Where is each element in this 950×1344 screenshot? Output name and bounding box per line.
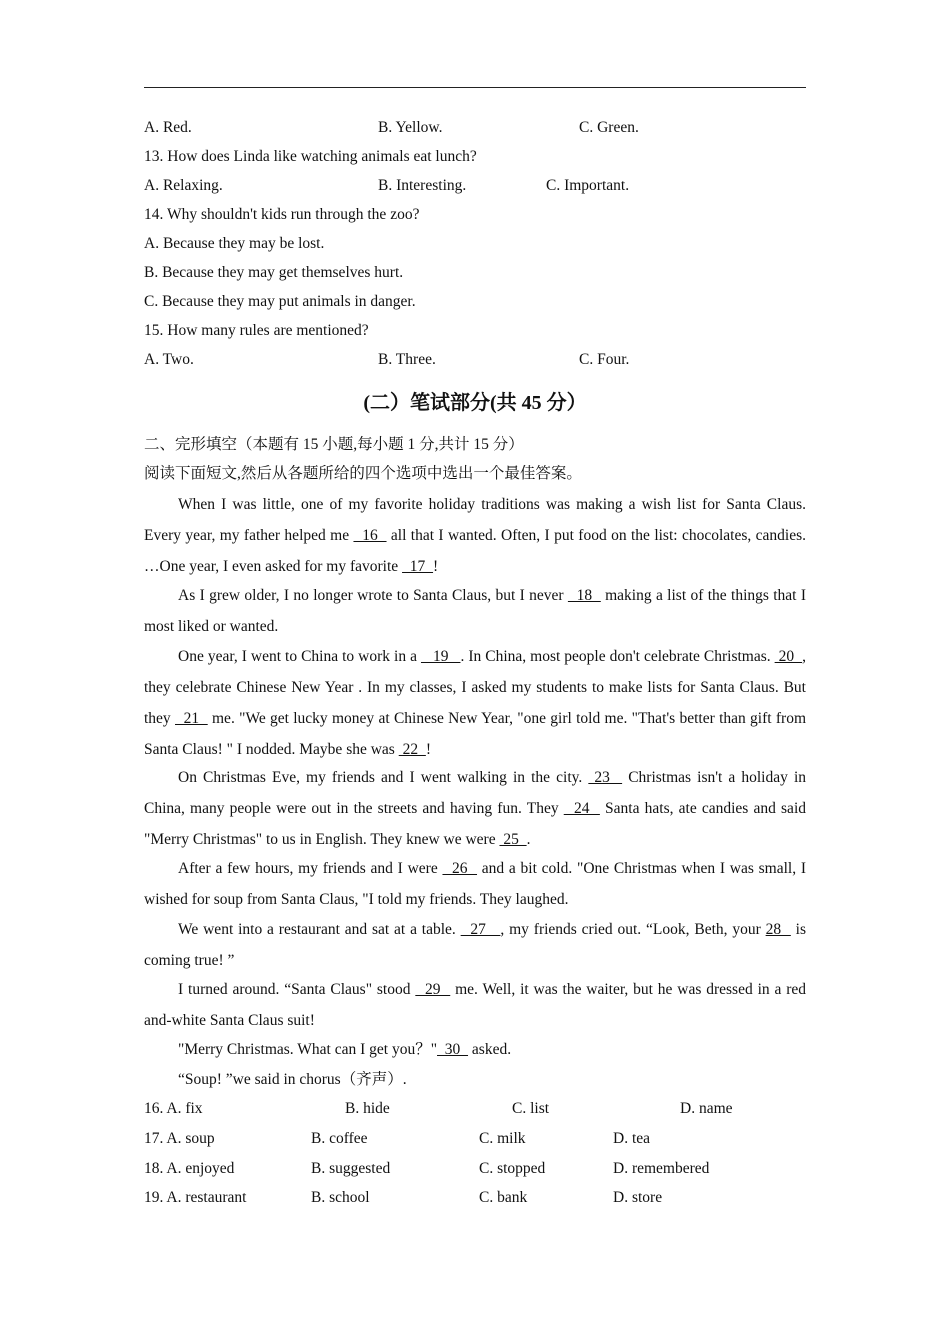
passage-text: "Merry Christmas. What can I get you？" <box>178 1041 438 1058</box>
q19-option-d: D. store <box>613 1189 663 1206</box>
q15-option-a: A. Two. <box>144 351 194 368</box>
q19-option-c: C. bank <box>479 1189 528 1206</box>
passage-text: , they celebrate Chinese New Year . In my classes, I asked my students to make lists for Santa Claus. But they <box>144 648 806 727</box>
q18-option-b: B. suggested <box>311 1160 391 1177</box>
passage-text: After a few hours, my friends and I were <box>178 860 443 877</box>
header-rule <box>144 87 806 88</box>
q13-option-b: B. Interesting. <box>378 177 467 194</box>
q19-option-b: B. school <box>311 1189 370 1206</box>
blank-26: 26 <box>442 860 478 877</box>
passage-text: Santa hats, ate candies and said "Merry Christmas" to us in English. They knew we were <box>144 800 806 848</box>
passage-paragraph-6 <box>144 914 806 976</box>
passage-paragraph-7 <box>144 974 806 1036</box>
blank-19: 19 <box>420 648 461 665</box>
q13-option-c: C. Important. <box>546 177 630 194</box>
blank-16: 16 <box>353 527 387 544</box>
passage-text: I turned around. “Santa Claus" stood <box>178 981 416 998</box>
blank-30: 30 <box>437 1041 469 1058</box>
passage-text: all that I wanted. Often, I put food on the list: chocolates, candies. …One year, I even asked for my favorite <box>144 527 806 575</box>
blank-17: 17 <box>402 558 434 575</box>
passage-text: asked. <box>468 1041 512 1058</box>
q14-question: 14. Why shouldn't kids run through the zoo? <box>144 206 420 223</box>
passage-paragraph-2 <box>144 580 806 642</box>
passage-text: “Soup! ”we said in chorus（齐声）. <box>178 1071 407 1088</box>
passage-text: me. Well, it was the waiter, but he was dressed in a red and-white Santa Claus suit! <box>144 981 807 1029</box>
passage-text: making a list of the things that I most liked or wanted. <box>144 587 806 635</box>
q18-option-a: 18. A. enjoyed <box>144 1160 235 1177</box>
blank-28: 28 <box>765 921 791 938</box>
blank-23: 23 <box>588 769 623 786</box>
q18-option-d: D. remembered <box>613 1160 710 1177</box>
q17-option-b: B. coffee <box>311 1130 368 1147</box>
q19-option-a: 19. A. restaurant <box>144 1189 247 1206</box>
q16-option-c: C. list <box>512 1100 550 1117</box>
passage-text: When I was little, one of my favorite holiday traditions was making a wish list for Santa Claus. Every year, my father helped me <box>144 496 806 544</box>
passage-paragraph-1 <box>144 489 806 582</box>
blank-22: 22 <box>398 741 426 758</box>
q17-option-d: D. tea <box>613 1130 651 1147</box>
passage-paragraph-5 <box>144 853 806 915</box>
passage-paragraph-4 <box>144 762 806 855</box>
passage-text: and a bit cold. "One Christmas when I was small, I wished for soup from Santa Claus, "I told my friends. They laughed. <box>144 860 807 908</box>
passage-text: . In China, most people don't celebrate Christmas. <box>460 648 775 665</box>
blank-29: 29 <box>415 981 451 998</box>
passage-text: ! <box>433 558 439 575</box>
passage-paragraph-3 <box>144 641 806 765</box>
q15-question: 15. How many rules are mentioned? <box>144 322 369 339</box>
q18-option-c: C. stopped <box>479 1160 546 1177</box>
passage-text: is coming true! ” <box>144 921 807 969</box>
passage-text: me. "We get lucky money at Chinese New Year, "one girl told me. "That's better than gift from Santa Claus! " I nodded. Maybe she was <box>144 710 807 758</box>
q16-option-b: B. hide <box>345 1100 390 1117</box>
q14-option-a: A. Because they may be lost. <box>144 235 325 252</box>
q12-option-c: C. Green. <box>579 119 639 136</box>
q17-option-a: 17. A. soup <box>144 1130 215 1147</box>
q16-option-a: 16. A. fix <box>144 1100 203 1117</box>
q14-option-c: C. Because they may put animals in danger. <box>144 293 416 310</box>
cloze-heading: 二、完形填空（本题有 15 小题,每小题 1 分,共计 15 分） <box>144 436 524 453</box>
passage-text: . <box>526 831 531 848</box>
blank-20: 20 <box>774 648 803 665</box>
q13-question: 13. How does Linda like watching animals eat lunch? <box>144 148 477 165</box>
passage-paragraph-9 <box>144 1065 806 1095</box>
q16-option-d: D. name <box>680 1100 733 1117</box>
blank-21: 21 <box>175 710 208 727</box>
q12-option-a: A. Red. <box>144 119 192 136</box>
passage-text: Christmas isn't a holiday in China, many people were out in the streets and having fun. They <box>144 769 807 817</box>
passage-text: We went into a restaurant and sat at a table. <box>178 921 461 938</box>
q15-option-b: B. Three. <box>378 351 436 368</box>
passage-paragraph-8 <box>144 1035 806 1065</box>
q13-option-a: A. Relaxing. <box>144 177 223 194</box>
passage-text: One year, I went to China to work in a <box>178 648 421 665</box>
blank-24: 24 <box>563 800 600 817</box>
blank-25: 25 <box>499 831 527 848</box>
q12-option-b: B. Yellow. <box>378 119 443 136</box>
q15-option-c: C. Four. <box>579 351 630 368</box>
q17-option-c: C. milk <box>479 1130 526 1147</box>
blank-27: 27 <box>460 921 501 938</box>
passage-text: ! <box>425 741 432 758</box>
passage-text: , my friends cried out. “Look, Beth, your <box>500 921 766 938</box>
section-title: (二）笔试部分(共 45 分） <box>363 392 587 414</box>
cloze-instruction: 阅读下面短文,然后从各题所给的四个选项中选出一个最佳答案。 <box>144 465 582 482</box>
q14-option-b: B. Because they may get themselves hurt. <box>144 264 404 281</box>
blank-18: 18 <box>567 587 601 604</box>
passage-text: As I grew older, I no longer wrote to Santa Claus, but I never <box>178 587 568 604</box>
passage-text: On Christmas Eve, my friends and I went walking in the city. <box>178 769 589 786</box>
